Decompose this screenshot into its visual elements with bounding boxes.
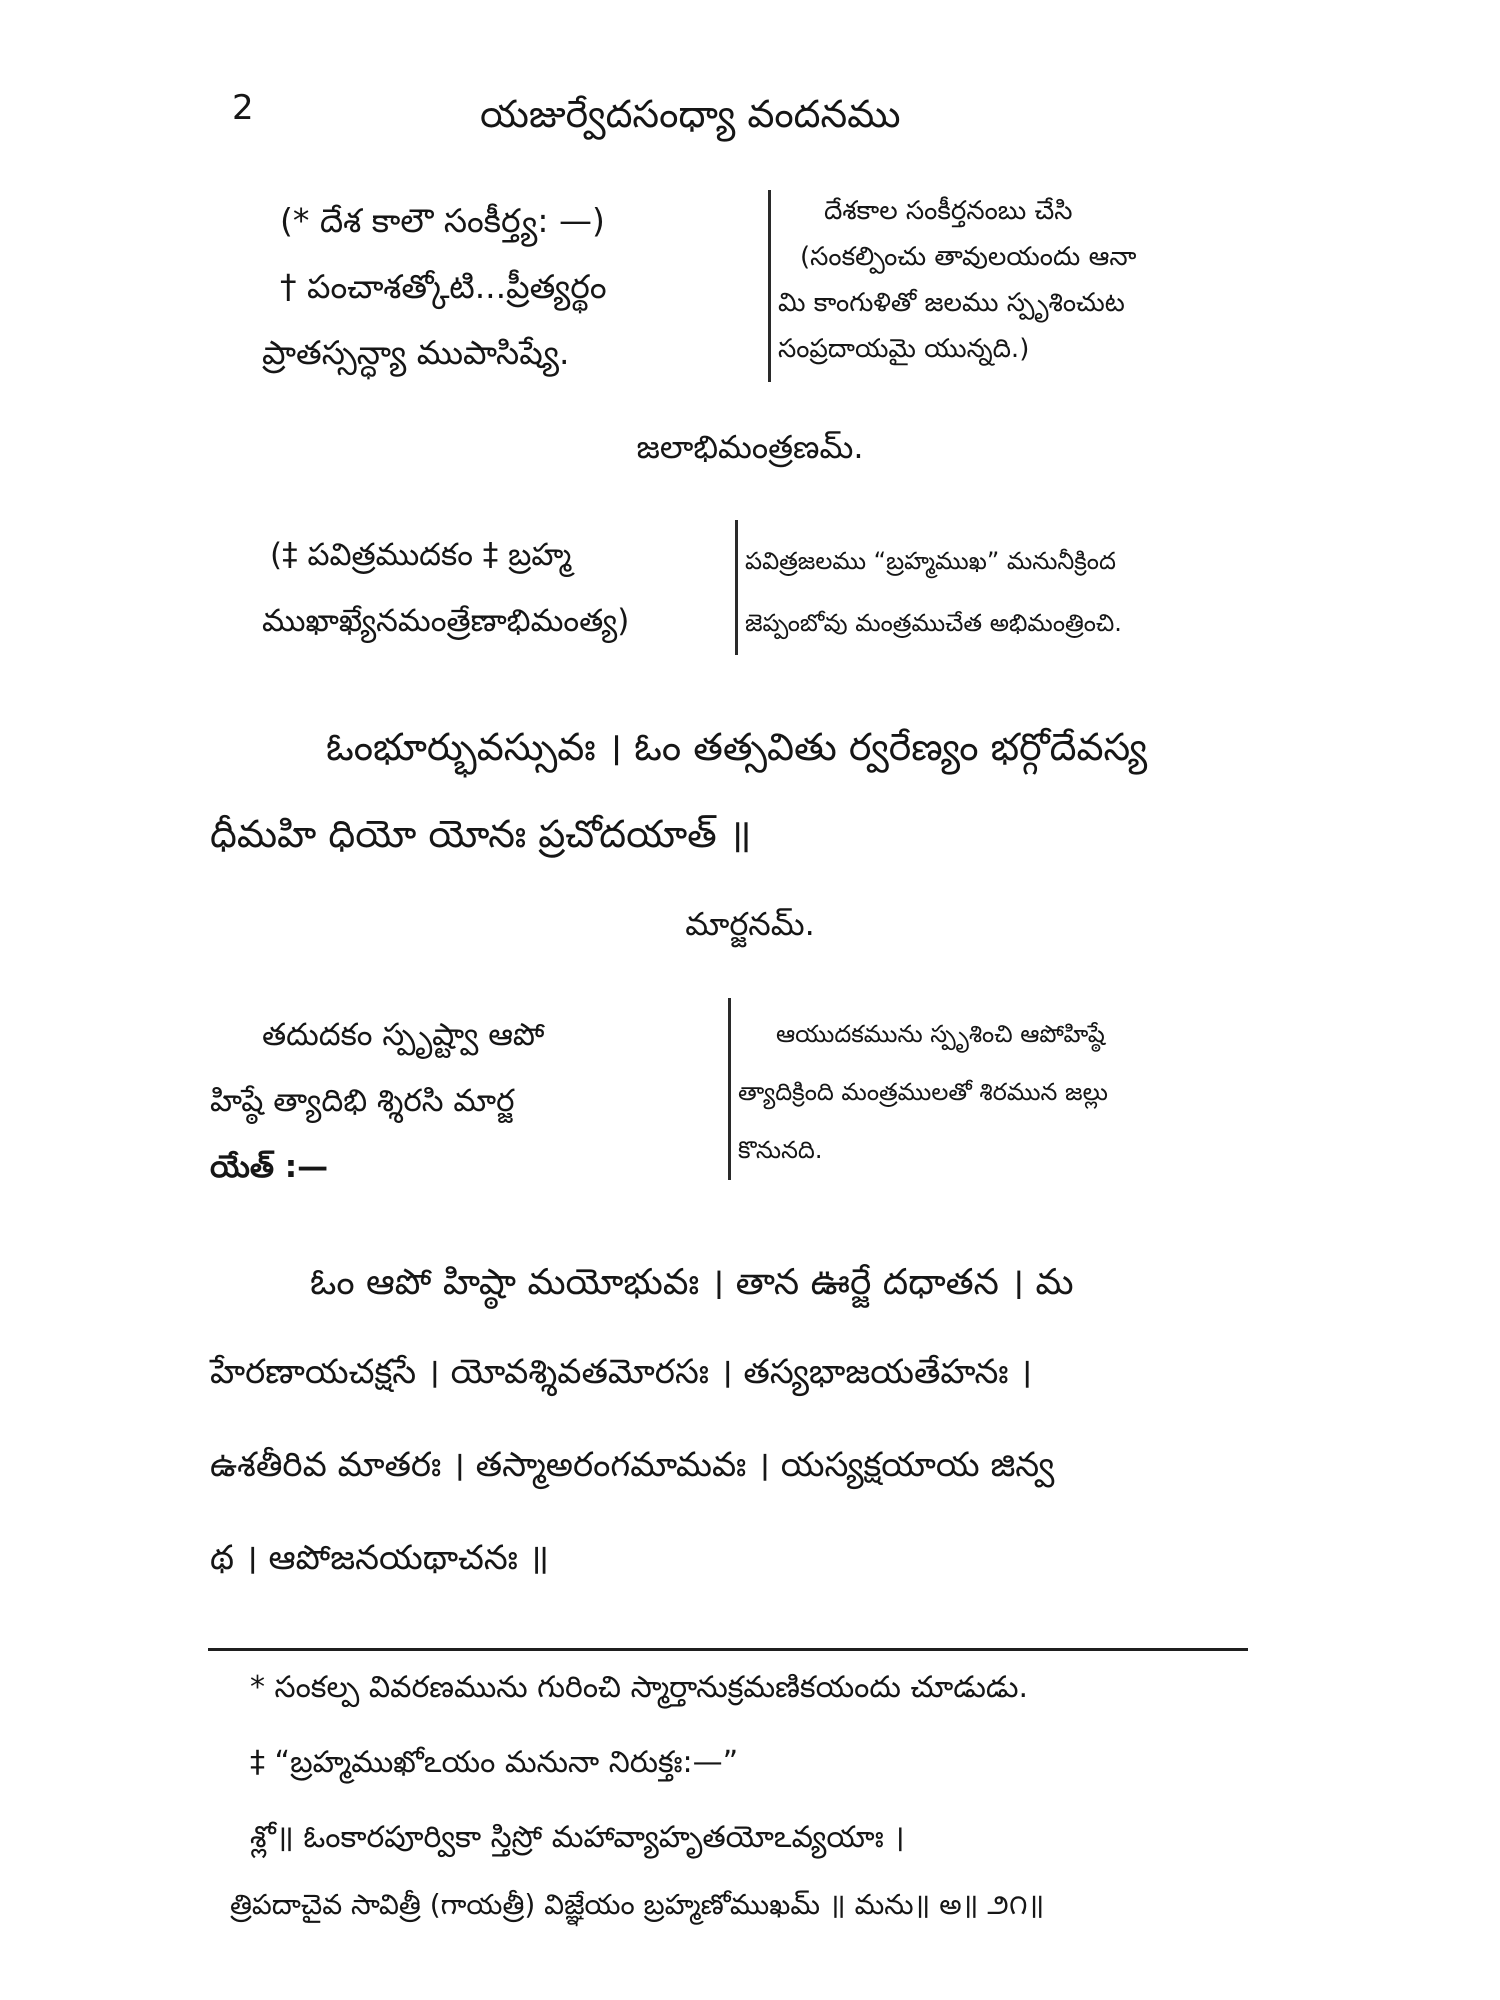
text-line: హిష్ఠే త్యాదిభి శ్శిరసి మార్జ xyxy=(210,1083,515,1119)
footnote-brahmamukha: ‡ “బ్రహ్మముఖోఽయం మనునా నిరుక్తః:—” xyxy=(250,1745,739,1780)
sankalpa-right-column xyxy=(778,188,1136,372)
text-line: దేశకాల సంకీర్తనంబు చేసి xyxy=(824,196,1073,226)
abhimantrana-right-column xyxy=(745,530,1122,654)
text-line: త్యాదిక్రింది మంత్రములతో శిరమున జల్లు xyxy=(738,1078,1108,1106)
apohishtha-verse-line: థ । ఆపోజనయథాచనః ॥ xyxy=(210,1538,550,1578)
footnote-rule xyxy=(208,1648,1248,1651)
text-line: ఆయుదకమును స్పృశించి ఆపోహిష్ఠే xyxy=(776,1020,1105,1048)
sankalpa-left-column xyxy=(262,188,607,386)
apohishtha-verse-line: హేరణాయచక్షసే । యోవశ్శివతమోరసః । తస్యభాజయతేహనః । xyxy=(210,1352,1033,1392)
footnote-shloka-line: త్రిపదాచైవ సావిత్రీ (గాయత్రీ) విజ్ఞేయం బ్రహ్మణోముఖమ్ ॥ మను॥ అ॥ ౨౧॥ xyxy=(230,1888,1045,1921)
text-line: (సంకల్పించు తావులయందు ఆనా xyxy=(800,242,1137,272)
text-line: ప్రాతస్సన్ధ్యా ముపాసిష్యే. xyxy=(262,333,570,372)
abhimantrana-left-column xyxy=(262,522,629,654)
text-line: యేత్ :— xyxy=(210,1149,329,1185)
section-heading-jalabhimantranam: జలాభిమంత్రణమ్. xyxy=(636,428,864,466)
text-line: పవిత్రజలము “బ్రహ్మముఖ” మనునీక్రింద xyxy=(745,547,1116,575)
footnote-sankalpa: * సంకల్ప వివరణమును గురించి స్మార్తానుక్రమణికయందు చూడుడు. xyxy=(250,1670,1028,1705)
apohishtha-verse-line: ఓం ఆపో హిష్ఠా మయోభువః । తాన ఊర్జే దధాతన । మ xyxy=(310,1262,1074,1303)
column-divider xyxy=(735,520,738,655)
text-line: (* దేశ కాలౌ సంకీర్త్య: —) xyxy=(280,201,605,240)
text-line: తదుదకం స్పృష్ట్వా ఆపో xyxy=(262,1017,545,1053)
marjana-right-column xyxy=(738,1005,1108,1179)
text-line: (‡ పవిత్రముదకం ‡ బ్రహ్మ xyxy=(270,537,572,573)
text-line: జెప్పంబోవు మంత్రముచేత అభిమంత్రించి. xyxy=(745,609,1122,637)
footnote-shloka-line: శ్లో॥ ఓంకారపూర్వికా స్తిస్రో మహావ్యాహృతయోఽవ్యయాః । xyxy=(250,1820,905,1855)
apohishtha-verse-line: ఉశతీరివ మాతరః । తస్మాఅరంగమామవః । యస్యక్షయాయ జిన్వ xyxy=(210,1445,1055,1485)
running-title: యజుర్వేదసంధ్యా వందనము xyxy=(480,92,901,136)
text-line: కొనునది. xyxy=(738,1136,823,1164)
page-number: 2 xyxy=(232,88,254,128)
column-divider xyxy=(768,190,771,382)
text-line: సంప్రదాయమై యున్నది.) xyxy=(778,334,1030,364)
section-heading-marjanam: మార్జనమ్. xyxy=(685,905,815,943)
gayatri-verse-line: ఓంభూర్భువస్సువః । ఓం తత్సవితు ర్వరేణ్యం భర్గోదేవస్య xyxy=(326,725,1148,769)
text-line: † పంచాశత్కోటి...ప్రీత్యర్థం xyxy=(280,267,607,306)
gayatri-verse-line: ధీమహి ధియో యోనః ప్రచోదయాత్ ॥ xyxy=(210,812,752,856)
column-divider xyxy=(728,998,731,1180)
text-line: మి కాంగుళితో జలము స్పృశించుట xyxy=(778,288,1125,318)
text-line: ముఖాఖ్యేనమంత్రేణాభిమంత్య) xyxy=(262,603,630,639)
marjana-left-column xyxy=(210,1002,545,1200)
